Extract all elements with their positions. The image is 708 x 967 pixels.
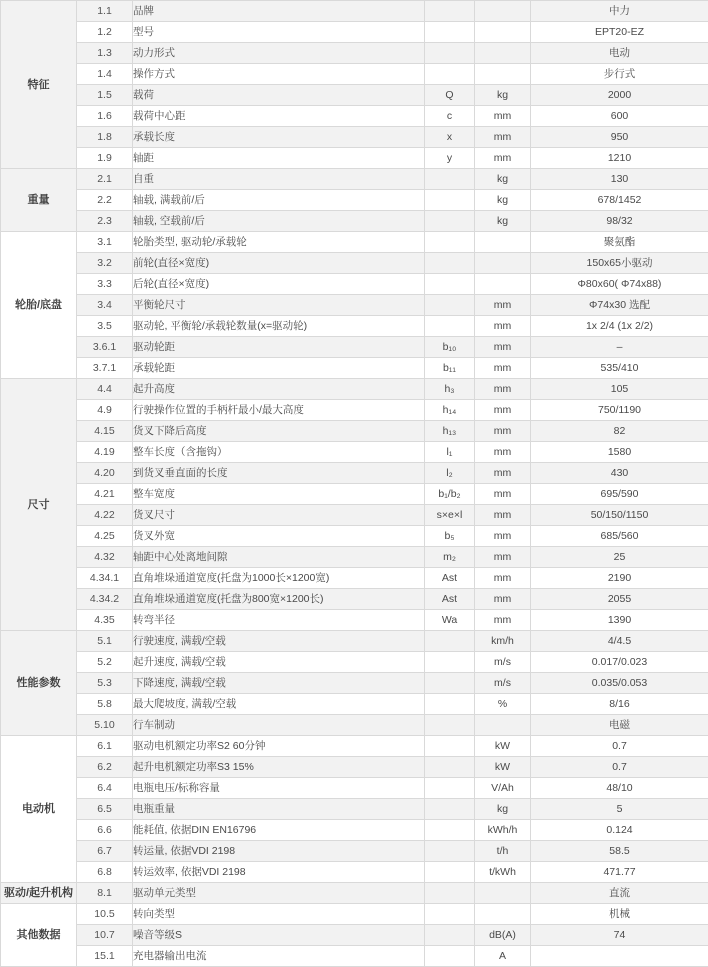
- row-symbol: Ast: [425, 568, 475, 589]
- table-row: [1, 673, 708, 694]
- row-name: 最大爬坡度, 满载/空载: [133, 694, 425, 715]
- row-number: 3.1: [77, 232, 133, 253]
- table-row: [1, 652, 708, 673]
- row-number: 6.4: [77, 778, 133, 799]
- row-number: 10.5: [77, 904, 133, 925]
- row-number: 4.34.2: [77, 589, 133, 610]
- row-name: 行驶操作位置的手柄杆最小/最大高度: [133, 400, 425, 421]
- row-unit: mm: [475, 505, 531, 526]
- row-number: 4.21: [77, 484, 133, 505]
- row-value: 电动: [531, 43, 708, 64]
- row-value: 50/150/1150: [531, 505, 708, 526]
- row-unit: mm: [475, 463, 531, 484]
- row-value: 0.7: [531, 736, 708, 757]
- row-symbol: l₁: [425, 442, 475, 463]
- row-value: 74: [531, 925, 708, 946]
- row-value: 2000: [531, 85, 708, 106]
- row-value: 950: [531, 127, 708, 148]
- row-value: 150x65小驱动: [531, 253, 708, 274]
- row-number: 1.8: [77, 127, 133, 148]
- row-symbol: m₂: [425, 547, 475, 568]
- row-value: 130: [531, 169, 708, 190]
- row-number: 5.2: [77, 652, 133, 673]
- table-row: [1, 1, 708, 22]
- row-name: 自重: [133, 169, 425, 190]
- row-symbol: [425, 736, 475, 757]
- row-name: 驱动轮, 平衡轮/承载轮数量(x=驱动轮): [133, 316, 425, 337]
- row-number: 8.1: [77, 883, 133, 904]
- row-unit: [475, 715, 531, 736]
- row-number: 3.6.1: [77, 337, 133, 358]
- row-number: 3.4: [77, 295, 133, 316]
- table-row: [1, 715, 708, 736]
- row-symbol: [425, 778, 475, 799]
- row-unit: [475, 232, 531, 253]
- row-unit: mm: [475, 379, 531, 400]
- table-row: [1, 589, 708, 610]
- row-number: 1.2: [77, 22, 133, 43]
- row-number: 2.3: [77, 211, 133, 232]
- row-value: [531, 946, 708, 967]
- row-unit: dB(A): [475, 925, 531, 946]
- row-unit: mm: [475, 148, 531, 169]
- row-symbol: [425, 757, 475, 778]
- table-row: [1, 799, 708, 820]
- row-unit: mm: [475, 400, 531, 421]
- table-row: [1, 295, 708, 316]
- row-name: 货叉尺寸: [133, 505, 425, 526]
- row-value: 0.017/0.023: [531, 652, 708, 673]
- row-symbol: Wa: [425, 610, 475, 631]
- row-unit: [475, 64, 531, 85]
- row-symbol: [425, 946, 475, 967]
- row-number: 4.22: [77, 505, 133, 526]
- row-number: 3.7.1: [77, 358, 133, 379]
- row-name: 平衡轮尺寸: [133, 295, 425, 316]
- table-row: [1, 85, 708, 106]
- row-number: 2.1: [77, 169, 133, 190]
- row-name: 转向类型: [133, 904, 425, 925]
- table-row: [1, 274, 708, 295]
- row-value: 678/1452: [531, 190, 708, 211]
- row-number: 4.20: [77, 463, 133, 484]
- table-row: [1, 106, 708, 127]
- row-value: 1580: [531, 442, 708, 463]
- row-name: 轴载, 空载前/后: [133, 211, 425, 232]
- row-symbol: b₅: [425, 526, 475, 547]
- table-row: [1, 883, 708, 904]
- row-name: 转运量, 依据VDI 2198: [133, 841, 425, 862]
- row-symbol: x: [425, 127, 475, 148]
- row-value: 695/590: [531, 484, 708, 505]
- row-name: 载荷: [133, 85, 425, 106]
- row-symbol: h₃: [425, 379, 475, 400]
- table-row: [1, 232, 708, 253]
- row-number: 4.19: [77, 442, 133, 463]
- row-number: 4.32: [77, 547, 133, 568]
- row-number: 6.8: [77, 862, 133, 883]
- row-unit: [475, 43, 531, 64]
- row-name: 动力形式: [133, 43, 425, 64]
- row-name: 承载轮距: [133, 358, 425, 379]
- row-group-label: 电动机: [1, 736, 77, 883]
- row-number: 1.3: [77, 43, 133, 64]
- row-value: 聚氨酯: [531, 232, 708, 253]
- row-symbol: h₁₄: [425, 400, 475, 421]
- row-name: 到货叉垂直面的长度: [133, 463, 425, 484]
- row-symbol: [425, 169, 475, 190]
- table-row: [1, 505, 708, 526]
- row-name: 起升速度, 满载/空载: [133, 652, 425, 673]
- table-row: [1, 736, 708, 757]
- row-number: 6.5: [77, 799, 133, 820]
- table-row: [1, 169, 708, 190]
- row-group-label: 特征: [1, 1, 77, 169]
- row-unit: mm: [475, 442, 531, 463]
- row-unit: kg: [475, 169, 531, 190]
- row-number: 5.8: [77, 694, 133, 715]
- row-number: 10.7: [77, 925, 133, 946]
- row-value: 685/560: [531, 526, 708, 547]
- row-unit: mm: [475, 568, 531, 589]
- row-symbol: [425, 211, 475, 232]
- row-unit: kg: [475, 211, 531, 232]
- table-row: [1, 526, 708, 547]
- row-symbol: s×e×l: [425, 505, 475, 526]
- row-value: 98/32: [531, 211, 708, 232]
- row-value: 1210: [531, 148, 708, 169]
- row-name: 转运效率, 依据VDI 2198: [133, 862, 425, 883]
- row-value: 600: [531, 106, 708, 127]
- row-value: 步行式: [531, 64, 708, 85]
- row-name: 轴距中心处离地间隙: [133, 547, 425, 568]
- row-number: 4.34.1: [77, 568, 133, 589]
- table-row: [1, 925, 708, 946]
- row-value: 535/410: [531, 358, 708, 379]
- row-name: 整车宽度: [133, 484, 425, 505]
- row-unit: [475, 1, 531, 22]
- table-row: [1, 631, 708, 652]
- table-row: [1, 64, 708, 85]
- table-row: [1, 211, 708, 232]
- table-row: [1, 43, 708, 64]
- table-row: [1, 568, 708, 589]
- row-symbol: [425, 190, 475, 211]
- row-unit: mm: [475, 589, 531, 610]
- table-row: [1, 841, 708, 862]
- row-value: 5: [531, 799, 708, 820]
- row-name: 起升高度: [133, 379, 425, 400]
- row-number: 1.9: [77, 148, 133, 169]
- row-symbol: b₁/b₂: [425, 484, 475, 505]
- row-unit: t/kWh: [475, 862, 531, 883]
- row-symbol: [425, 841, 475, 862]
- table-row: [1, 946, 708, 967]
- row-value: Φ74x30 选配: [531, 295, 708, 316]
- row-value: 82: [531, 421, 708, 442]
- row-number: 1.5: [77, 85, 133, 106]
- row-value: 中力: [531, 1, 708, 22]
- row-value: 0.035/0.053: [531, 673, 708, 694]
- table-row: [1, 316, 708, 337]
- row-name: 噪音等级S: [133, 925, 425, 946]
- row-name: 起升电机额定功率S3 15%: [133, 757, 425, 778]
- row-number: 3.3: [77, 274, 133, 295]
- row-name: 轮胎类型, 驱动轮/承载轮: [133, 232, 425, 253]
- row-symbol: [425, 631, 475, 652]
- row-symbol: [425, 295, 475, 316]
- row-name: 能耗值, 依据DIN EN16796: [133, 820, 425, 841]
- row-name: 充电器输出电流: [133, 946, 425, 967]
- row-unit: t/h: [475, 841, 531, 862]
- row-name: 整车长度（含拖钩）: [133, 442, 425, 463]
- row-value: 机械: [531, 904, 708, 925]
- row-name: 后轮(直径×宽度): [133, 274, 425, 295]
- row-value: EPT20-EZ: [531, 22, 708, 43]
- row-unit: A: [475, 946, 531, 967]
- row-unit: kg: [475, 85, 531, 106]
- row-name: 下降速度, 满载/空载: [133, 673, 425, 694]
- row-symbol: b₁₀: [425, 337, 475, 358]
- table-row: [1, 862, 708, 883]
- row-number: 6.6: [77, 820, 133, 841]
- row-name: 电瓶电压/标称容量: [133, 778, 425, 799]
- row-symbol: [425, 799, 475, 820]
- row-unit: kg: [475, 190, 531, 211]
- row-symbol: [425, 64, 475, 85]
- row-value: 750/1190: [531, 400, 708, 421]
- row-symbol: [425, 22, 475, 43]
- specification-table-body: [1, 1, 708, 967]
- row-group-label: 轮胎/底盘: [1, 232, 77, 379]
- row-name: 品牌: [133, 1, 425, 22]
- row-value: 58.5: [531, 841, 708, 862]
- table-row: [1, 610, 708, 631]
- row-number: 4.35: [77, 610, 133, 631]
- row-unit: [475, 274, 531, 295]
- row-unit: [475, 883, 531, 904]
- row-name: 驱动轮距: [133, 337, 425, 358]
- row-unit: V/Ah: [475, 778, 531, 799]
- table-row: [1, 379, 708, 400]
- row-symbol: [425, 1, 475, 22]
- row-unit: kg: [475, 799, 531, 820]
- row-name: 直角堆垛通道宽度(托盘为1000长×1200宽): [133, 568, 425, 589]
- row-value: 471.77: [531, 862, 708, 883]
- row-unit: mm: [475, 358, 531, 379]
- row-symbol: [425, 673, 475, 694]
- row-unit: mm: [475, 421, 531, 442]
- table-row: [1, 820, 708, 841]
- row-symbol: Q: [425, 85, 475, 106]
- table-row: [1, 757, 708, 778]
- table-row: [1, 400, 708, 421]
- row-number: 4.25: [77, 526, 133, 547]
- row-number: 6.2: [77, 757, 133, 778]
- row-number: 1.4: [77, 64, 133, 85]
- row-value: 1390: [531, 610, 708, 631]
- row-symbol: [425, 925, 475, 946]
- row-number: 3.2: [77, 253, 133, 274]
- row-value: –: [531, 337, 708, 358]
- row-name: 行驶速度, 满载/空载: [133, 631, 425, 652]
- row-name: 载荷中心距: [133, 106, 425, 127]
- row-value: 0.7: [531, 757, 708, 778]
- table-row: [1, 778, 708, 799]
- row-symbol: [425, 232, 475, 253]
- row-value: 25: [531, 547, 708, 568]
- row-symbol: [425, 43, 475, 64]
- row-unit: kWh/h: [475, 820, 531, 841]
- row-symbol: Ast: [425, 589, 475, 610]
- table-row: [1, 337, 708, 358]
- row-symbol: [425, 253, 475, 274]
- row-value: 2055: [531, 589, 708, 610]
- row-group-label: 驱动/起升机构: [1, 883, 77, 904]
- row-unit: %: [475, 694, 531, 715]
- row-number: 5.10: [77, 715, 133, 736]
- row-unit: [475, 22, 531, 43]
- row-group-label: 尺寸: [1, 379, 77, 631]
- row-name: 驱动单元类型: [133, 883, 425, 904]
- row-unit: mm: [475, 610, 531, 631]
- row-value: Φ80x60( Φ74x88): [531, 274, 708, 295]
- row-name: 型号: [133, 22, 425, 43]
- row-symbol: c: [425, 106, 475, 127]
- row-number: 1.1: [77, 1, 133, 22]
- row-value: 直流: [531, 883, 708, 904]
- row-value: 105: [531, 379, 708, 400]
- row-name: 行车制动: [133, 715, 425, 736]
- row-value: 电磁: [531, 715, 708, 736]
- row-value: 0.124: [531, 820, 708, 841]
- row-group-label: 重量: [1, 169, 77, 232]
- row-symbol: b₁₁: [425, 358, 475, 379]
- table-row: [1, 463, 708, 484]
- row-unit: mm: [475, 106, 531, 127]
- row-unit: m/s: [475, 673, 531, 694]
- table-row: [1, 421, 708, 442]
- row-symbol: [425, 883, 475, 904]
- row-value: 430: [531, 463, 708, 484]
- row-symbol: y: [425, 148, 475, 169]
- row-name: 承载长度: [133, 127, 425, 148]
- row-unit: m/s: [475, 652, 531, 673]
- row-symbol: [425, 652, 475, 673]
- row-symbol: l₂: [425, 463, 475, 484]
- row-unit: kW: [475, 757, 531, 778]
- row-number: 6.7: [77, 841, 133, 862]
- row-name: 电瓶重量: [133, 799, 425, 820]
- row-name: 驱动电机额定功率S2 60分钟: [133, 736, 425, 757]
- row-name: 轴距: [133, 148, 425, 169]
- row-number: 5.1: [77, 631, 133, 652]
- row-unit: mm: [475, 316, 531, 337]
- table-row: [1, 358, 708, 379]
- row-symbol: h₁₃: [425, 421, 475, 442]
- row-unit: km/h: [475, 631, 531, 652]
- row-name: 前轮(直径×宽度): [133, 253, 425, 274]
- row-name: 货叉下降后高度: [133, 421, 425, 442]
- row-number: 4.4: [77, 379, 133, 400]
- row-unit: kW: [475, 736, 531, 757]
- row-name: 转弯半径: [133, 610, 425, 631]
- row-name: 轴载, 满载前/后: [133, 190, 425, 211]
- row-symbol: [425, 316, 475, 337]
- row-number: 6.1: [77, 736, 133, 757]
- row-symbol: [425, 862, 475, 883]
- row-number: 15.1: [77, 946, 133, 967]
- row-name: 直角堆垛通道宽度(托盘为800宽×1200长): [133, 589, 425, 610]
- row-unit: mm: [475, 127, 531, 148]
- row-value: 48/10: [531, 778, 708, 799]
- table-row: [1, 694, 708, 715]
- table-row: [1, 484, 708, 505]
- table-row: [1, 148, 708, 169]
- row-group-label: 其他数据: [1, 904, 77, 967]
- row-unit: mm: [475, 484, 531, 505]
- row-symbol: [425, 694, 475, 715]
- row-unit: mm: [475, 526, 531, 547]
- row-symbol: [425, 274, 475, 295]
- row-value: 8/16: [531, 694, 708, 715]
- row-value: 1x 2/4 (1x 2/2): [531, 316, 708, 337]
- row-unit: mm: [475, 547, 531, 568]
- row-name: 操作方式: [133, 64, 425, 85]
- row-unit: [475, 253, 531, 274]
- row-number: 4.15: [77, 421, 133, 442]
- row-number: 3.5: [77, 316, 133, 337]
- table-row: [1, 253, 708, 274]
- row-symbol: [425, 715, 475, 736]
- row-number: 2.2: [77, 190, 133, 211]
- row-value: 2190: [531, 568, 708, 589]
- table-row: [1, 442, 708, 463]
- row-number: 5.3: [77, 673, 133, 694]
- table-row: [1, 190, 708, 211]
- row-value: 4/4.5: [531, 631, 708, 652]
- row-symbol: [425, 820, 475, 841]
- row-number: 1.6: [77, 106, 133, 127]
- row-number: 4.9: [77, 400, 133, 421]
- table-row: [1, 22, 708, 43]
- row-name: 货叉外宽: [133, 526, 425, 547]
- row-group-label: 性能参数: [1, 631, 77, 736]
- row-unit: mm: [475, 295, 531, 316]
- row-unit: mm: [475, 337, 531, 358]
- table-row: [1, 127, 708, 148]
- table-row: [1, 547, 708, 568]
